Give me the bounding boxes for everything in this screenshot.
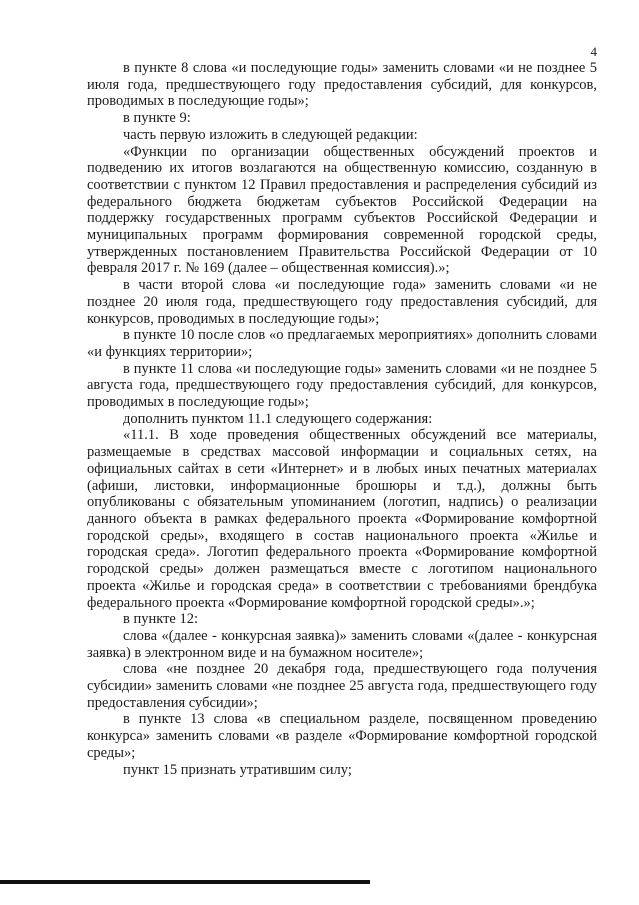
paragraph: дополнить пунктом 11.1 следующего содержания: bbox=[123, 410, 433, 427]
document-body bbox=[87, 60, 597, 778]
paragraph: слова «(далее - конкурсная заявка)» заменить словами «(далее - конкурсная заявка) в электронном виде и на бумажном носителе»; bbox=[87, 627, 597, 661]
paragraph: часть первую изложить в следующей редакции: bbox=[123, 126, 418, 143]
paragraph: в пункте 11 слова «и последующие годы» заменить словами «и не позднее 5 августа года, предшествующего году предоставления субсидий, для конкурсов, проводимых в последующие годы»; bbox=[87, 360, 597, 411]
paragraph: в пункте 9: bbox=[123, 110, 191, 127]
paragraph: в пункте 8 слова «и последующие годы» заменить словами «и не позднее 5 июля года, предшествующего году предоставления субсидий, для конкурсов, проводимых в последующие годы»; bbox=[87, 60, 597, 110]
paragraph: в части второй слова «и последующие года» заменить словами «и не позднее 20 июля года, предшествующего году предоставления субсидий, для конкурсов, проводимых в последующие годы»; bbox=[87, 277, 597, 327]
paragraph: пункт 15 признать утратившим силу; bbox=[123, 761, 352, 778]
paragraph: «Функции по организации общественных обсуждений проектов и подведению их итогов возлагаются на общественную комиссию, созданную в соответствии с пунктом 12 Правил предоставления и распределения субсидий из федерального бюджета бюджетам субъектов Российской Федерации на поддержку государственных программ субъектов Российской Федерации и муниципальных программ формирования современной городской среды, утвержденных постановлением Правительства Российской Федерации от 10 февраля 2017 г. № 169 (далее – общественная комиссия).»; bbox=[87, 143, 597, 277]
bottom-rule bbox=[0, 880, 370, 884]
paragraph: слова «не позднее 20 декабря года, предшествующего года получения субсидии» заменить словами «не позднее 25 августа года, предшествующего году предоставления субсидии»; bbox=[87, 661, 597, 711]
page-number: 4 bbox=[590, 44, 597, 59]
paragraph: в пункте 10 после слов «о предлагаемых мероприятиях» дополнить словами «и функциях территории»; bbox=[87, 327, 597, 360]
paragraph: в пункте 13 слова «в специальном разделе, посвященном проведению конкурса» заменить словами «в разделе «Формирование комфортной городской среды»; bbox=[87, 711, 597, 761]
paragraph: «11.1. В ходе проведения общественных обсуждений все материалы, размещаемые в средствах массовой информации и социальных сетях, на официальных сайтах в сети «Интернет» и в любых иных печатных материалах (афиши, листовки, информационные брошюры и т.д.), должны быть опубликованы с обязательным упоминанием (логотип, надпись) о реализации данного объекта в рамках федерального проекта «Формирование комфортной городской среды», входящего в состав национального проекта «Жилье и городская среда». Логотип федерального проекта «Формирование комфортной городской среды» должен размещаться вместе с логотипом национального проекта «Жилье и городская среда» в соответствии с требованиями брендбука федерального проекта «Формирование комфортной городской среды».»; bbox=[87, 427, 597, 611]
paragraph: в пункте 12: bbox=[123, 611, 199, 628]
